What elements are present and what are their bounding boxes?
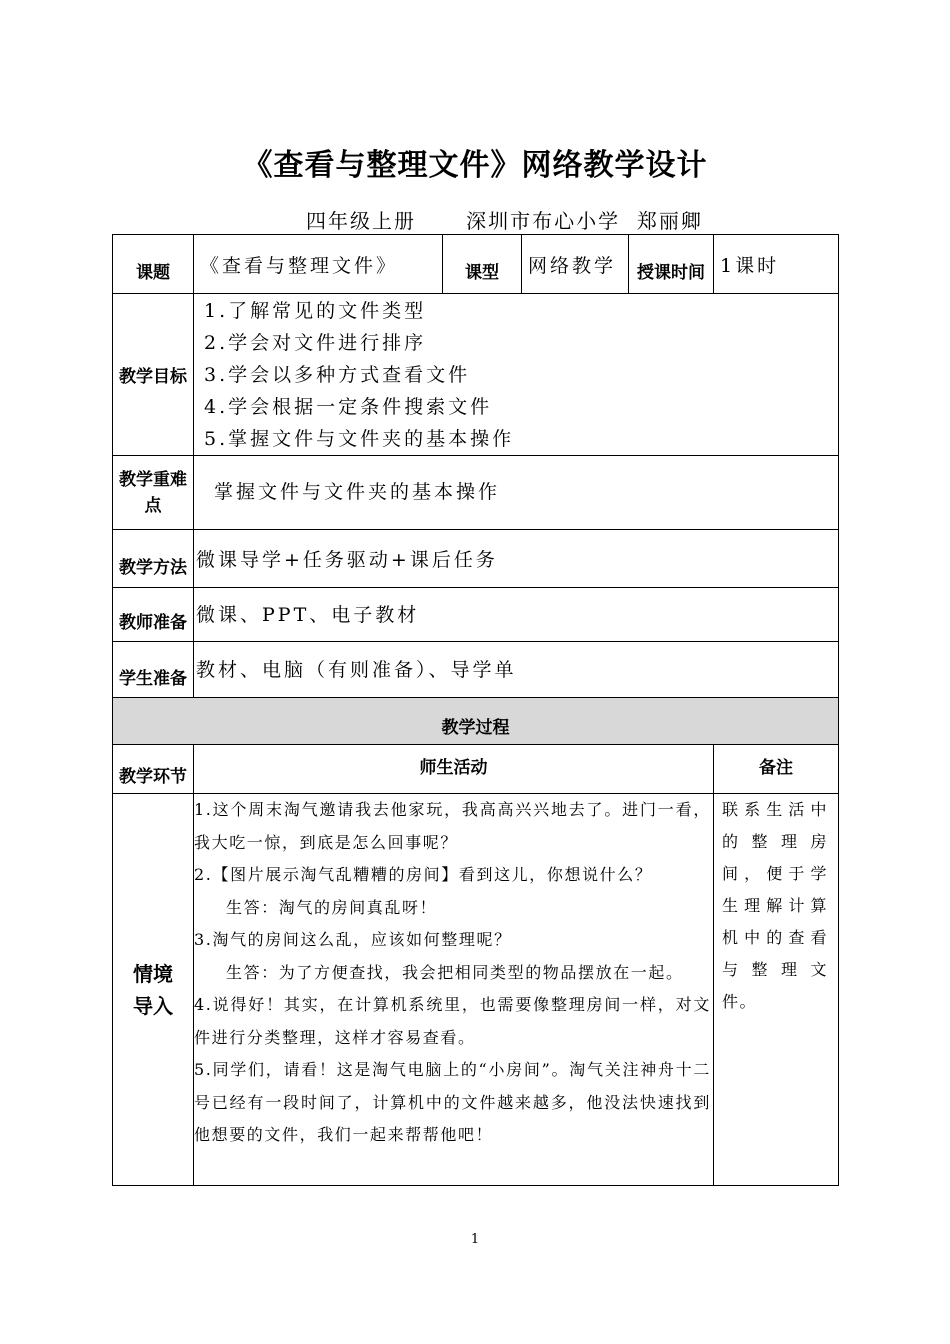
- goal-item: 1.了解常见的文件类型: [204, 299, 427, 322]
- student-prep-row: [113, 642, 839, 698]
- activity-paragraph: 1.这个周末淘气邀请我去他家玩，我高高兴兴地去了。进门一看，我大吃一惊，到底是怎么回事呢？: [194, 800, 711, 852]
- document-subtitle: 四年级上册 深圳市布心小学 郑丽卿: [306, 209, 703, 233]
- stage-name-line1: 情境: [133, 961, 173, 986]
- teacher-prep-row: [113, 588, 839, 642]
- activity-paragraph: 生答：淘气的房间真乱呀！: [226, 897, 438, 917]
- note-line: 生理解计算: [722, 896, 828, 915]
- teacher-prep-label: 教师准备: [113, 588, 194, 642]
- note-line: 的整理房: [722, 832, 828, 851]
- goals-row: [113, 294, 839, 456]
- type-label: 课型: [443, 235, 522, 294]
- note-column-header: 备注: [714, 745, 839, 794]
- time-label: 授课时间: [629, 235, 714, 294]
- page-number: 1: [470, 1232, 480, 1247]
- student-prep-value: 教材、电脑（有则准备）、导学单: [194, 642, 839, 698]
- goal-item: 3.学会以多种方式查看文件: [204, 363, 471, 386]
- goals-label: 教学目标: [113, 294, 194, 456]
- stage-name: [113, 794, 194, 1186]
- key-points-label-line1: 教学重难: [119, 469, 187, 490]
- time-value: 1课时: [714, 235, 839, 294]
- goal-item: 2.学会对文件进行排序: [204, 331, 427, 354]
- lesson-plan-table: [112, 234, 839, 1186]
- stage-column-header: 教学环节: [113, 745, 194, 794]
- activity-column-header: 师生活动: [194, 745, 714, 794]
- activity-paragraph: 2.【图片展示淘气乱糟糟的房间】看到这儿，你想说什么？: [194, 865, 653, 884]
- topic-value: 《查看与整理文件》: [194, 235, 443, 294]
- student-prep-label: 学生准备: [113, 642, 194, 698]
- method-value: 微课导学+任务驱动+课后任务: [194, 530, 839, 588]
- key-points-value: 掌握文件与文件夹的基本操作: [194, 456, 839, 530]
- activity-paragraph: 生答：为了方便查找，我会把相同类型的物品摆放在一起。: [226, 962, 684, 982]
- method-label: 教学方法: [113, 530, 194, 588]
- document-title: 《查看与整理文件》网络教学设计: [242, 148, 708, 183]
- stage-name-line2: 导入: [133, 993, 173, 1018]
- note-line: 间，便于学: [722, 864, 828, 883]
- key-points-label: [113, 456, 194, 530]
- teacher-prep-value: 微课、PPT、电子教材: [194, 588, 839, 642]
- note-cell: [714, 794, 839, 1186]
- note-line: 与整理文: [722, 960, 828, 979]
- topic-label: 课题: [113, 235, 194, 294]
- process-columns-row: [113, 745, 839, 794]
- goal-item: 5.掌握文件与文件夹的基本操作: [204, 427, 515, 450]
- process-header-row: [113, 698, 839, 745]
- process-stage-row: [113, 794, 839, 1186]
- activity-paragraph: 4.说得好！其实，在计算机系统里，也需要像整理房间一样，对文件进行分类整理，这样才容易查看。: [194, 995, 711, 1047]
- key-points-row: [113, 456, 839, 530]
- note-line: 联系生活中: [722, 800, 828, 819]
- info-row: [113, 235, 839, 294]
- goals-list: [194, 294, 839, 456]
- process-header: 教学过程: [113, 698, 839, 745]
- activity-paragraph: 3.淘气的房间这么乱，应该如何整理呢？: [194, 930, 512, 949]
- activity-cell: [194, 794, 714, 1186]
- key-points-label-line2: 点: [144, 495, 162, 516]
- method-row: [113, 530, 839, 588]
- activity-paragraph: 5.同学们，请看！这是淘气电脑上的“小房间”。淘气关注神舟十二号已经有一段时间了，计算机中的文件越来越多，他没法快速找到他想要的文件，我们一起来帮帮他吧！: [194, 1060, 711, 1144]
- type-value: 网络教学: [522, 235, 629, 294]
- note-line: 件。: [722, 992, 758, 1011]
- note-line: 机中的查看: [722, 928, 828, 947]
- goal-item: 4.学会根据一定条件搜索文件: [204, 395, 493, 418]
